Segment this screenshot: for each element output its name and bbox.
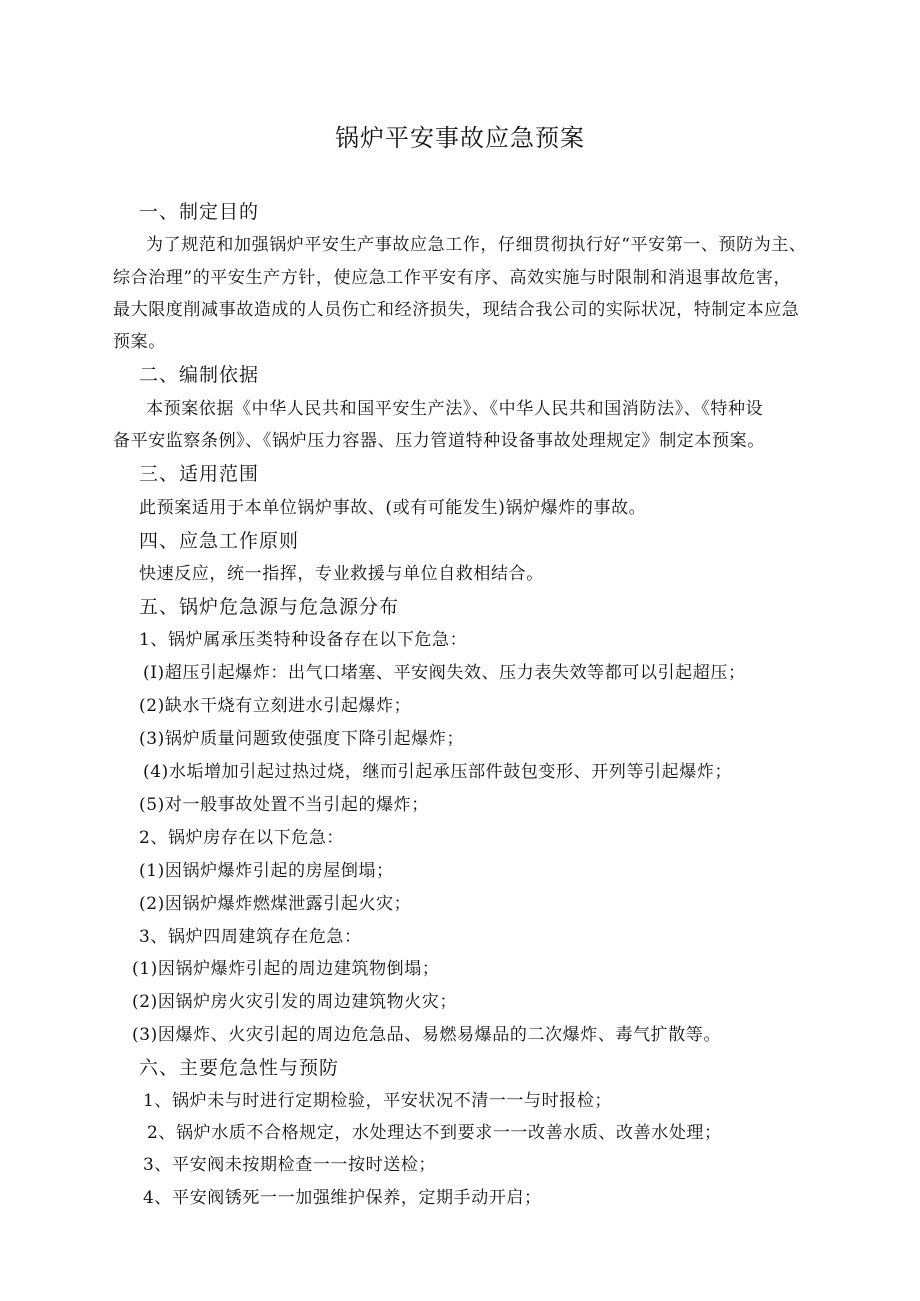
section-heading-purpose: 一、制定目的: [139, 201, 260, 223]
list-item: 2、锅炉水质不合格规定，水处理达不到要求一一改善水质、改善水处理；: [147, 1123, 722, 1143]
paragraph-line: 备平安监察条例》、《锅炉压力容器、压力管道特种设备事故处理规定》制定本预案。: [113, 431, 765, 451]
list-item: (3)锅炉质量问题致使强度下降引起爆炸；: [139, 729, 465, 749]
list-item: 4、平安阀锈死一一加强维护保养，定期手动开启；: [143, 1188, 542, 1208]
paragraph-line: 预案。: [113, 332, 166, 352]
list-item: (1)因锅炉爆炸引起的周边建筑物倒塌；: [132, 959, 440, 979]
list-item: 3、锅炉四周建筑存在危急：: [139, 927, 362, 947]
section-heading-basis: 二、编制依据: [139, 364, 260, 386]
list-item: (2)因锅炉爆炸燃煤泄露引起火灾；: [139, 894, 412, 914]
section-heading-hazards: 五、锅炉危急源与危急源分布: [139, 596, 400, 618]
list-item: 2、锅炉房存在以下危急：: [139, 828, 345, 848]
list-item: (1)因锅炉爆炸引起的房屋倒塌；: [139, 861, 394, 881]
paragraph-line: 本预案依据《中华人民共和国平安生产法》、《中华人民共和国消防法》、《特种设: [146, 399, 764, 419]
list-item: 3、平安阀未按期检查一一按时送检；: [143, 1155, 437, 1175]
list-item: (5)对一般事故处置不当引起的爆炸；: [139, 795, 429, 815]
paragraph-line: 综合治理”的平安生产方针，使应急工作平安有序、高效实施与时限制和消退事故危害，: [113, 268, 792, 288]
paragraph-line: 此预案适用于本单位锅炉事故、(或有可能发生)锅炉爆炸的事故。: [139, 498, 647, 518]
document-title: 锅炉平安事故应急预案: [335, 124, 585, 152]
list-item: 1、锅炉未与时进行定期检验，平安状况不清一一与时报检；: [143, 1091, 613, 1111]
list-item: 1、锅炉属承压类特种设备存在以下危急：: [139, 630, 468, 650]
paragraph-line: 最大限度削减事故造成的人员伤亡和经济损失，现结合我公司的实际状况，特制定本应急: [113, 300, 800, 320]
paragraph-line: 为了规范和加强锅炉平安生产事故应急工作，仔细贯彻执行好“平安第一、预防为主、: [146, 235, 807, 255]
list-item: (2)缺水干烧有立刻进水引起爆炸；: [139, 696, 412, 716]
section-heading-principles: 四、应急工作原则: [139, 530, 300, 552]
section-heading-risks: 六、主要危急性与预防: [139, 1057, 340, 1079]
paragraph-line: 快速反应，统一指挥，专业救援与单位自救相结合。: [139, 564, 544, 584]
section-heading-scope: 三、适用范围: [139, 463, 260, 485]
list-item: (3)因爆炸、火灾引起的周边危急品、易燃易爆品的二次爆炸、毒气扩散等。: [132, 1025, 722, 1045]
list-item: (I)超压引起爆炸：出气口堵塞、平安阀失效、压力表失效等都可以引起超压；: [143, 663, 746, 683]
list-item: (2)因锅炉房火灾引发的周边建筑物火灾；: [132, 992, 458, 1012]
list-item: (4)水垢增加引起过热过烧，继而引起承压部件鼓包变形、开列等引起爆炸；: [143, 762, 733, 782]
